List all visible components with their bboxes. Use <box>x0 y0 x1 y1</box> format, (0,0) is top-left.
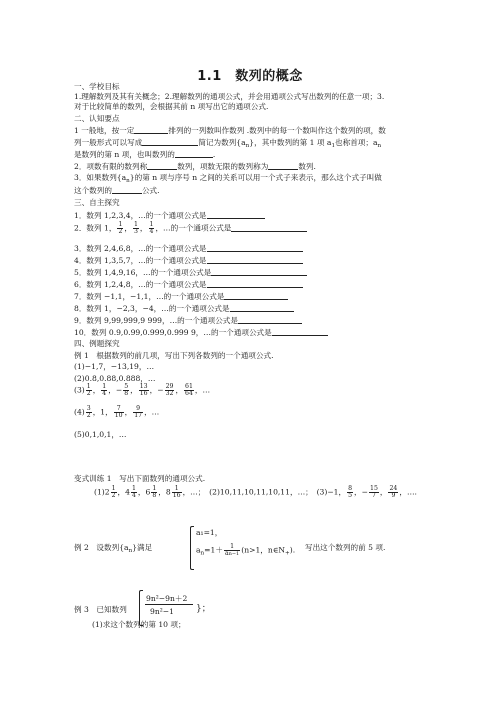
example-3-question-1: (1)求这个数列的第 10 项； <box>92 620 186 629</box>
example-1-part-5: (5)0,1,0,1，… <box>74 430 127 439</box>
point-3-text-d: 公式. <box>141 186 160 195</box>
example-2-line-1: a₁=1， <box>196 528 223 537</box>
point-1-line-2: 列一般形式可以写成 简记为数列$\{a_n\}$，其中数列的第 1 项 $a_1$也称首项；$a_n$ <box>74 138 382 149</box>
answer-blank-2[interactable] <box>231 223 307 232</box>
fraction: $\frac{1}{8}$ <box>152 485 157 500</box>
point-1-text-e: }，其中数列的第 1 项 a <box>249 138 332 147</box>
example-2-heading: 例 2 设数列$\{a_n\}$满足 <box>74 543 153 554</box>
fraction: $\frac{1}{4}$ <box>102 383 107 398</box>
explore-item-3: 3．数列 2,4,6,8，…的一个通项公式是 <box>74 243 303 253</box>
blank-general-term[interactable] <box>175 149 216 159</box>
example-3-denominator: 9n²−1 <box>150 607 174 616</box>
goals-line-1: 1.理解数列及其有关概念；2.理解数列的通项公式，并会用通项公式写出数列的任意一项；3. <box>74 92 385 101</box>
variant-1-items: (1)2 $\frac{1}{2}$ ，4 $\frac{1}{4}$ ，6 $\frac{1}{8}$ ，8 $\frac{1}{16}$ ，…； (2)10,11,10,11,10,11，…； (3)−1， $\frac{8}{5}$ ，− $\frac{15}{7}$ ， $\frac{24}{9}$ ，…. <box>94 485 417 500</box>
example-1-part-2: (2)0.8,0.88,0.888，… <box>74 374 156 383</box>
fraction: $\frac{15}{7}$ <box>370 485 378 500</box>
fraction: $\frac{13}{16}$ <box>139 383 148 398</box>
point-1-text-a: 1 一般地，按一定 <box>74 126 135 135</box>
point-2-text-b: 数列，项数无限的数列称为 <box>177 162 269 171</box>
fraction: $\frac{61}{64}$ <box>185 383 193 398</box>
answer-blank-10[interactable] <box>272 327 328 336</box>
point-1-line-1 <box>74 125 386 135</box>
answer-blank-8[interactable] <box>230 303 294 312</box>
fraction: $\frac{24}{9}$ <box>389 485 398 500</box>
blank-order[interactable] <box>134 125 168 134</box>
explore-item-9: 9．数列 9,99,999,9 999，…的一个通项公式是 <box>74 315 302 325</box>
section-points-heading: 二、认知要点 <box>74 114 120 123</box>
fraction: $\frac{3}{2}$ <box>86 405 91 420</box>
fraction: $\frac{5}{8}$ <box>124 383 129 398</box>
example-3-numerator: 9n²−9n＋2 <box>146 594 188 603</box>
point-1-line-3 <box>74 149 215 159</box>
point-2-text-c: 数列. <box>298 162 316 171</box>
explore-item-1: 1．数列 1,2,3,4，…的一个通项公式是 <box>74 210 265 220</box>
explore-item-6: 6．数列 1,2,4,8，…的一个通项公式是 <box>74 279 303 289</box>
point-2-text-a: 2．项数有限的数列称 <box>74 162 148 171</box>
fraction: $\frac{1}{4}$ <box>149 221 154 236</box>
fraction: $\frac{1}{4}$ <box>131 485 136 500</box>
point-1-text-b: 排列的一列数叫作数列 .数列中的每一个数叫作这个数列的项，数 <box>168 126 386 135</box>
point-3-line-2 <box>74 185 160 195</box>
point-1-text-d: 简记为数列{a <box>198 138 246 147</box>
fraction: $\frac{1}{3}$ <box>133 221 138 236</box>
fraction-bar <box>145 604 193 605</box>
answer-blank-5[interactable] <box>211 267 307 276</box>
point-1-text-c: 列一般形式可以写成 <box>74 138 143 147</box>
answer-blank-6[interactable] <box>207 279 303 288</box>
fraction: $\frac{9}{17}$ <box>134 405 143 420</box>
point-3-text-a: 3．如果数列{a <box>74 173 127 182</box>
example-1-part-1: (1)−1,7，−13,19，… <box>74 362 155 371</box>
answer-blank-3[interactable] <box>207 243 303 252</box>
blank-finite[interactable] <box>147 161 177 170</box>
explore-item-10: 10．数列 0.9,0.99,0.999,0.999 9，…的一个通项公式是 <box>74 327 328 337</box>
example-2-line-2: $a_n=1+$ $\frac{1}{an-1}$ (n>1，$n\in N_+$). <box>196 543 296 558</box>
point-1-text-h: . <box>212 150 216 159</box>
point-3-line-1: 3．如果数列$\{a_n\}$的第 n 项与序号 n 之间的关系可以用一个式子来表示，那么这个式子叫做 <box>74 173 382 184</box>
goals-line-2: 对于比较简单的数列，会根据其前 n 项写出它的通项公式. <box>74 102 269 111</box>
example-1-part-4: (4) $\frac{3}{2}$ ，1， $\frac{7}{10}$ ， $\frac{9}{17}$ ，… <box>74 405 160 420</box>
point-2-line <box>74 161 316 171</box>
explore-item-7: 7．数列 −1,1，−1,1，…的一个通项公式是 <box>74 291 288 301</box>
blank-infinite[interactable] <box>268 161 298 170</box>
example-1-part-3: (3) $\frac{1}{2}$ ， $\frac{1}{4}$ ，− $\frac{5}{8}$ ， $\frac{13}{16}$ ，− $\frac{29}{32}$ ， $\frac{61}{64}$ ，… <box>74 383 211 398</box>
page-title: 1.1 数列的概念 <box>197 69 303 84</box>
close-brace: }； <box>196 604 211 614</box>
example-3-heading: 例 3 已知数列 <box>74 605 127 614</box>
blank-general-formula[interactable] <box>112 185 142 194</box>
fraction: $\frac{1}{an-1}$ <box>224 543 240 558</box>
answer-blank-4[interactable] <box>207 255 303 264</box>
point-3-text-c: 这个数列的 <box>74 186 112 195</box>
variant-1-heading: 变式训练 1 写出下面数列的通项公式. <box>74 474 206 483</box>
section-explore-heading: 三、自主探究 <box>74 198 120 207</box>
explore-item-8: 8．数列 1，−2,3，−4，…的一个通项公式是 <box>74 303 294 313</box>
answer-blank-9[interactable] <box>238 315 302 324</box>
fraction: $\frac{29}{32}$ <box>165 383 174 398</box>
explore-item-4: 4．数列 1,3,5,7，…的一个通项公式是 <box>74 255 303 265</box>
fraction: $\frac{1}{16}$ <box>172 485 181 500</box>
section-examples-heading: 四、例题探究 <box>74 339 120 348</box>
point-3-text-b: }的第 n 项与序号 n 之间的关系可以用一个式子来表示，那么这个式子叫做 <box>129 173 382 182</box>
answer-blank-1[interactable] <box>207 210 265 219</box>
fraction: $\frac{1}{2}$ <box>111 485 116 500</box>
point-1-text-g: 是数列的第 n 项，也叫数列的 <box>74 150 175 159</box>
section-goals-heading: 一、学校目标 <box>74 82 120 91</box>
fraction: $\frac{1}{2}$ <box>118 221 123 236</box>
fraction: $\frac{8}{5}$ <box>348 485 353 500</box>
example-1-heading: 例 1 根据数列的前几项，写出下列各数列的一个通项公式. <box>74 351 274 360</box>
answer-blank-7[interactable] <box>224 291 288 300</box>
example-2-tail: 写出这个数列的前 5 项. <box>305 543 386 552</box>
blank-general-form[interactable] <box>142 137 198 146</box>
explore-item-2: 2．数列 1， $\frac{1}{2}$ ， $\frac{1}{3}$ ， $\frac{1}{4}$ ，…的一个通项公式是 <box>74 222 307 235</box>
fraction: $\frac{1}{2}$ <box>86 383 91 398</box>
fraction: $\frac{7}{10}$ <box>114 405 123 420</box>
explore-item-5: 5．数列 1,4,9,16，…的一个通项公式是 <box>74 267 307 277</box>
system-brace <box>190 526 194 570</box>
point-1-text-f: 也称首项；a <box>335 138 378 147</box>
